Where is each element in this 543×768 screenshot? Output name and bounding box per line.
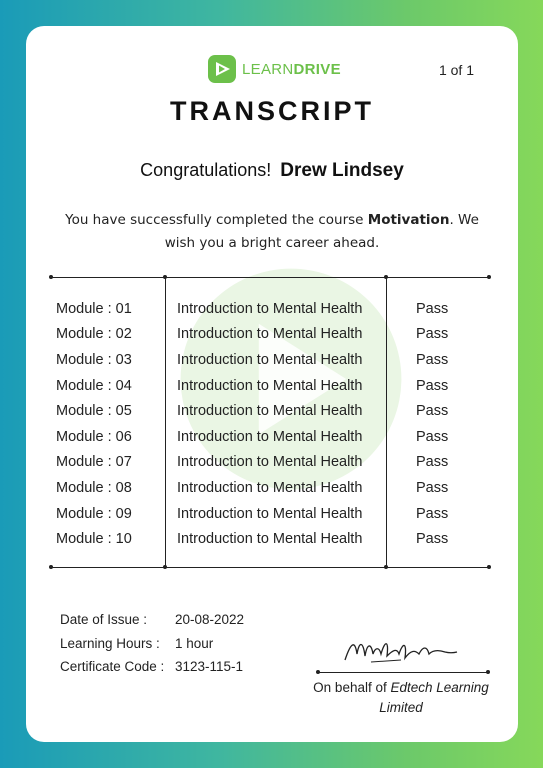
course-name: Motivation <box>367 212 450 228</box>
detail-value: 3123-115-1 <box>175 659 244 675</box>
module-number: Module : 03 <box>56 351 132 368</box>
detail-label: Certificate Code : <box>60 659 165 675</box>
signature-line-dot <box>486 670 490 674</box>
certificate-details <box>60 608 244 679</box>
signature-line <box>318 672 488 673</box>
message-before: You have successfully completed the course <box>65 212 368 228</box>
table-top-rule <box>51 277 489 278</box>
module-result: Pass <box>416 326 449 343</box>
module-title: Introduction to Mental Health <box>177 505 363 522</box>
table-bottom-rule <box>51 567 489 568</box>
table-divider-dot <box>163 565 167 569</box>
module-result: Pass <box>416 454 449 471</box>
brand-name: LEARNDRIVE <box>242 60 341 78</box>
module-row <box>56 450 496 476</box>
completion-message <box>48 209 496 255</box>
organization-name: Edtech Learning Limited <box>379 680 489 715</box>
module-result: Pass <box>416 377 449 394</box>
detail-row <box>60 608 244 632</box>
table-corner-dot <box>487 275 491 279</box>
module-result: Pass <box>416 300 449 317</box>
table-corner-dot <box>49 275 53 279</box>
detail-value: 20-08-2022 <box>175 612 245 628</box>
module-title: Introduction to Mental Health <box>177 351 363 368</box>
greeting-prefix: Congratulations! <box>140 160 272 180</box>
module-row <box>56 475 496 501</box>
signature-image <box>341 632 461 668</box>
module-result: Pass <box>416 403 449 420</box>
table-divider-dot <box>163 275 167 279</box>
brand-logo <box>208 53 341 85</box>
module-number: Module : 09 <box>56 505 132 522</box>
module-result: Pass <box>416 479 449 496</box>
module-row <box>56 347 496 373</box>
table-divider-dot <box>384 565 388 569</box>
module-title: Introduction to Mental Health <box>177 377 363 394</box>
greeting <box>26 160 518 182</box>
module-row <box>56 501 496 527</box>
module-result: Pass <box>416 428 449 445</box>
detail-value: 1 hour <box>175 635 214 651</box>
module-title: Introduction to Mental Health <box>177 326 363 343</box>
module-number: Module : 08 <box>56 479 132 496</box>
play-logo-icon <box>208 55 236 83</box>
signature-line-dot <box>316 670 320 674</box>
module-row <box>56 526 496 552</box>
module-row <box>56 296 496 322</box>
module-number: Module : 04 <box>56 377 132 394</box>
module-title: Introduction to Mental Health <box>177 479 363 496</box>
module-title: Introduction to Mental Health <box>177 531 363 548</box>
module-title: Introduction to Mental Health <box>177 454 363 471</box>
detail-row <box>60 632 244 656</box>
table-corner-dot <box>49 565 53 569</box>
module-number: Module : 10 <box>56 531 132 548</box>
module-number: Module : 05 <box>56 403 132 420</box>
module-number: Module : 01 <box>56 300 132 317</box>
module-number: Module : 02 <box>56 326 132 343</box>
signatory <box>306 678 496 718</box>
page-indicator: 1 of 1 <box>438 62 474 78</box>
module-row <box>56 322 496 348</box>
module-title: Introduction to Mental Health <box>177 428 363 445</box>
module-number: Module : 07 <box>56 454 132 471</box>
module-row <box>56 424 496 450</box>
table-divider-dot <box>384 275 388 279</box>
module-result: Pass <box>416 505 449 522</box>
module-table <box>56 296 496 552</box>
module-result: Pass <box>416 531 449 548</box>
module-title: Introduction to Mental Health <box>177 403 363 420</box>
behalf-prefix: On behalf of <box>313 680 391 695</box>
table-corner-dot <box>487 565 491 569</box>
recipient-name: Drew Lindsey <box>280 160 404 181</box>
module-row <box>56 398 496 424</box>
document-title: TRANSCRIPT <box>170 96 374 126</box>
detail-label: Date of Issue : <box>60 612 148 628</box>
module-title: Introduction to Mental Health <box>177 300 363 317</box>
certificate-card <box>26 26 518 742</box>
message-after: . We wish you a bright career ahead. <box>164 212 479 251</box>
detail-row <box>60 655 244 679</box>
module-number: Module : 06 <box>56 428 132 445</box>
module-row <box>56 373 496 399</box>
detail-label: Learning Hours : <box>60 635 160 651</box>
module-result: Pass <box>416 351 449 368</box>
